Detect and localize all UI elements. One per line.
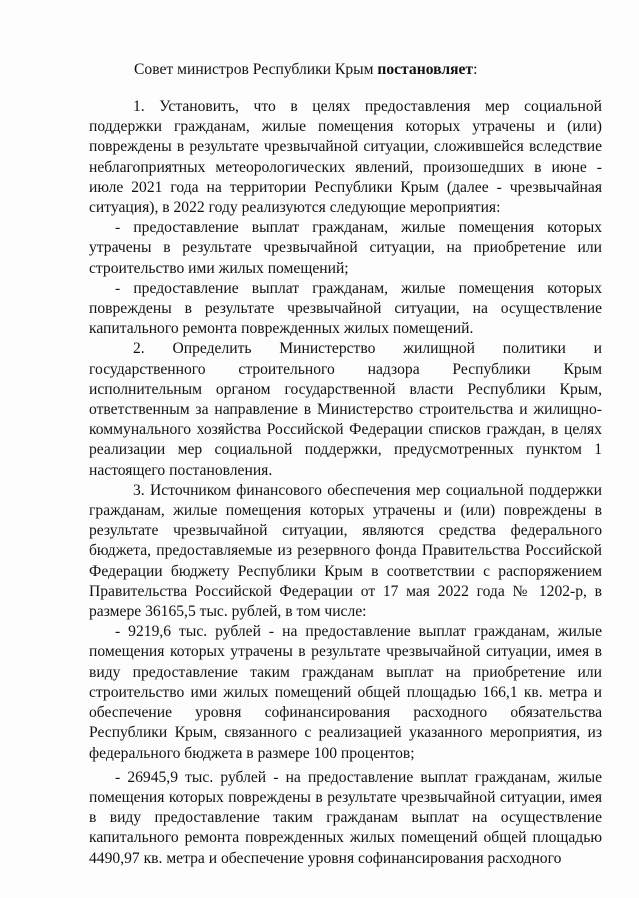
list-item-funding-lost: - 9219,6 тыс. рублей - на предоставление выплат гражданам, жилые помещения которых утрачены в результате чрезвычайной ситуации, имея в виду предоставление таким гражданам выплат на приобретение или строительство ими жилых помещений общей площадью 166,1 кв. метра и обеспечение уровня софинансирования расходного обязательства Республики Крым, связанного с реализацией указанного мероприятия, из федерального бюджета в размере 100 процентов;: [89, 623, 602, 762]
list-item-damaged-housing: - предоставление выплат гражданам, жилые помещения которых повреждены в результате чрезвычайной ситуации, на осуществление капитального ремонта поврежденных жилых помещений.: [89, 279, 602, 338]
document-body: [89, 97, 602, 869]
intro-verb: постановляет: [377, 61, 474, 78]
list-item-lost-housing: - предоставление выплат гражданам, жилые помещения которых утрачены в результате чрезвычайной ситуации, на приобретение или строительство ими жилых помещений;: [89, 219, 602, 277]
intro-lead: Совет министров Республики Крым: [134, 61, 378, 78]
paragraph-clause-1: 1. Установить, что в целях предоставления мер социальной поддержки гражданам, жилые помещения которых утрачены и (или) повреждены в результате чрезвычайной ситуации, сложившейся вследствие неблагоприятных метеорологических явлений, произошедших в июне - июле 2021 года на территории Республики Крым (далее - чрезвычайная ситуация), в 2022 году реализуются следующие мероприятия:: [89, 98, 602, 217]
list-item-funding-damaged: - 26945,9 тыс. рублей - на предоставление выплат гражданам, жилые помещения которых повреждены в результате чрезвычайной ситуации, имея в виду предоставление таким гражданам выплат на осуществление капитального ремонта поврежденных жилых помещений общей площадью 4490,97 кв. метра и обеспечение уровня софинансирования расходного: [89, 768, 602, 867]
intro-colon: :: [473, 61, 478, 78]
intro-line: [134, 60, 639, 80]
paragraph-clause-2: 2. Определить Министерство жилищной политики и государственного строительного надзора Республики Крым исполнительным органом государственной власти Республики Крым, ответственным за направление в Министерство строительства и жилищно-коммунального хозяйства Российской Федерации списков граждан, в целях реализации мер социальной поддержки, предусмотренных пунктом 1 настоящего постановления.: [89, 340, 602, 479]
paragraph-clause-3: 3. Источником финансового обеспечения мер социальной поддержки гражданам, жилые помещения которых утрачены и (или) повреждены в результате чрезвычайной ситуации, являются средства федерального бюджета, предоставляемые из резервного фонда Правительства Российской Федерации бюджету Республики Крым в соответствии с распоряжением Правительства Российской Федерации от 17 мая 2022 года № 1202-р, в размере 36165,5 тыс. рублей, в том числе:: [89, 481, 602, 621]
